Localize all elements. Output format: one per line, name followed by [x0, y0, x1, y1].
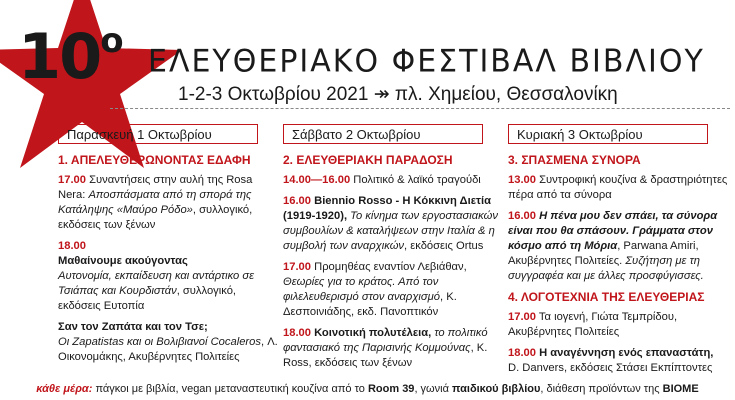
event-title: Biennio Rosso - Η Κόκκινη Διετία (1919-1920),: [283, 195, 491, 222]
event-description: Αποσπάσματα από τη σπορά της Κατάληψης «Μαύρο Ρόδο»: [58, 189, 252, 216]
event-organizer: D. Danvers, εκδόσεις Στάσει Εκπίπτοντες: [508, 362, 713, 374]
event-time: 17.00: [283, 261, 311, 273]
event-title: Μαθαίνουμε ακούγοντας: [58, 255, 188, 267]
event-item: [508, 173, 730, 203]
event-time: 17.00: [508, 311, 536, 323]
event-description: Συζήτηση με τη συγγραφέα και με άλλες προσφύγισσες.: [508, 255, 704, 282]
event-time: 18.00: [508, 347, 536, 359]
event-title: Σαν τον Ζαπάτα και τον Τσε;: [58, 321, 208, 333]
event-item: [58, 173, 280, 233]
event-item: [508, 310, 730, 340]
event-description: Αυτονομία, εκπαίδευση και αντάρτικο σε Τσιάπας και Κουρδιστάν: [58, 270, 255, 297]
event-description: Το κίνημα των εργοστασιακών συμβουλίων & καταλήψεων στην Ιταλία & η συμβολή των αναρχικών: [283, 210, 498, 252]
event-item: [508, 209, 730, 284]
edition-ordinal: ο: [100, 21, 122, 61]
footer-text: , γωνιά: [414, 383, 449, 395]
event-item: [508, 346, 730, 376]
event-time: 18.00: [283, 327, 311, 339]
event-description: Θεωρίες για το κράτος. Από τον φιλελευθερισμό στον αναρχισμό: [283, 276, 441, 303]
event-organizer: , Κ. Δεσποινιάδης, εκδ. Πανοπτικόν: [283, 291, 457, 318]
event-title: Συντροφική κουζίνα & δραστηριότητες πέρα από τα σύνορα: [508, 174, 728, 201]
saturday-column: [283, 124, 505, 377]
edition-number-digits: 10: [18, 20, 101, 93]
festival-title: ΕΛΕΥΘΕΡΙΑΚΟ ΦΕΣΤΙΒΑΛ ΒΙΒΛΙΟΥ: [148, 43, 705, 80]
event-time: 17.00: [58, 174, 86, 186]
event-description: το πολιτικό φαντασιακό της Παρισινής Κομμούνας: [283, 327, 488, 354]
footer-room: Room 39: [367, 383, 415, 395]
sunday-column: [508, 124, 730, 382]
event-item: [283, 260, 505, 320]
footer-text: πάγκοι με βιβλία, vegan μεταναστευτική κουζίνα από το: [95, 383, 365, 395]
event-organizer: , συλλογικό, εκδόσεις των ξένων: [58, 204, 253, 231]
footer-lead: κάθε μέρα:: [36, 383, 93, 395]
event-item: [58, 239, 280, 314]
event-title: Η πένα μου δεν σπάει, τα σύνορα είναι που θα σπάσουν. Γράμματα στον κόσμο από τη Μόρια: [508, 210, 718, 252]
event-title: Η αναγέννηση ενός επαναστάτη,: [539, 347, 714, 359]
friday-column: [58, 124, 280, 371]
footer-text: , διάθεση προϊόντων της: [540, 383, 660, 395]
footer-note: [0, 383, 735, 395]
footer-kids: παιδικού βιβλίου: [452, 383, 541, 395]
section-title: 2. ΕΛΕΥΘΕΡΙΑΚΗ ΠΑΡΑΔΟΣΗ: [283, 153, 453, 167]
event-title: Πολιτικό & λαϊκό τραγούδι: [353, 174, 481, 186]
event-description: Οι Zapatistas και οι Βολιβιανοί Cocaleros: [58, 336, 261, 348]
event-organizer: , συλλογικό, εκδόσεις Ευτοπία: [58, 285, 237, 312]
event-time: 18.00: [58, 240, 86, 252]
festival-dates-location: 1-2-3 Οκτωβρίου 2021 ↠ πλ. Χημείου, Θεσσαλονίκη: [178, 84, 618, 105]
event-organizer: , Γιώτα Τεμπρίδου, Ακυβέρνητες Πολιτείες: [508, 311, 678, 338]
event-item: [283, 326, 505, 371]
event-item: [283, 194, 505, 254]
section-title: 1. ΑΠΕΛΕΥΘΕΡΩΝΟΝΤΑΣ ΕΔΑΦΗ: [58, 153, 251, 167]
event-time: 16.00: [283, 195, 311, 207]
event-title: Συναντήσεις στην αυλή της Rosa Nera:: [58, 174, 253, 201]
footer-biome: ΒΙΟΜΕ: [662, 383, 699, 395]
event-item: [58, 320, 280, 365]
day-header-friday: Παρασκευή 1 Οκτωβρίου: [58, 124, 258, 144]
event-time: 13.00: [508, 174, 536, 186]
day-header-saturday: Σάββατο 2 Οκτωβρίου: [283, 124, 483, 144]
event-organizer: , εκδόσεις Ortus: [404, 240, 484, 252]
event-title: Κοινοτική πολυτέλεια,: [314, 327, 432, 339]
section-title: 4. ΛΟΓΟΤΕΧΝΙΑ ΤΗΣ ΕΛΕΥΘΕΡΙΑΣ: [508, 290, 705, 304]
event-time: 14.00—16.00: [283, 174, 351, 186]
divider: [110, 108, 730, 109]
section-title: 3. ΣΠΑΣΜΕΝΑ ΣΥΝΟΡΑ: [508, 153, 641, 167]
event-organizer: , Parwana Amiri, Ακυβέρνητες Πολιτείες.: [508, 240, 699, 267]
event-time: 16.00: [508, 210, 536, 222]
event-title: Τα ιογενή: [538, 311, 586, 323]
edition-number: [18, 20, 122, 93]
event-title: Προμηθέας εναντίον Λεβιάθαν,: [314, 261, 467, 273]
event-organizer: , Λ. Οικονομάκης, Ακυβέρνητες Πολιτείες: [58, 336, 278, 363]
day-header-sunday: Κυριακή 3 Οκτωβρίου: [508, 124, 708, 144]
event-item: [283, 173, 505, 188]
event-organizer: , K. Ross, εκδόσεις των ξένων: [283, 342, 488, 369]
